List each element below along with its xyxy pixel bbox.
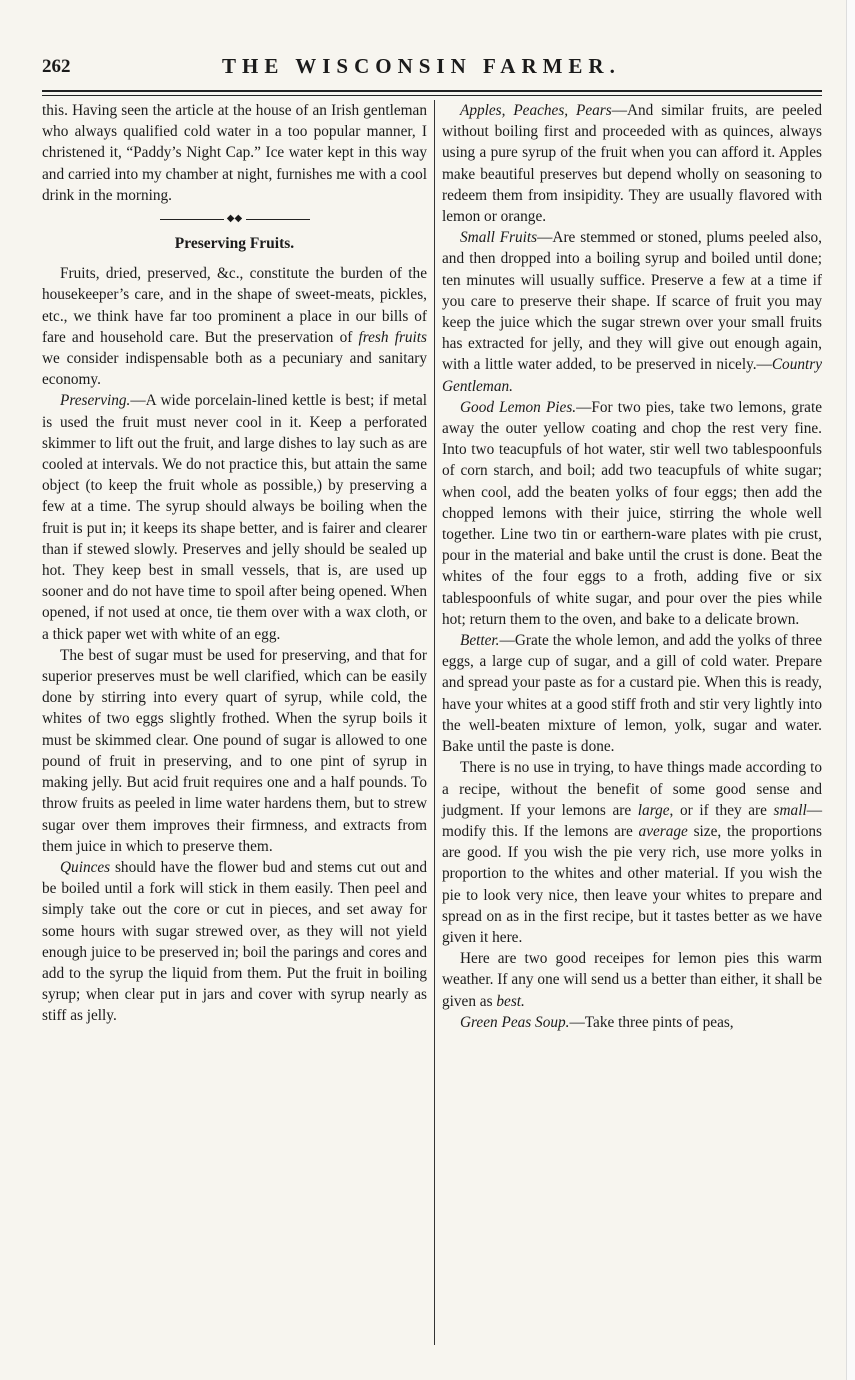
run-in-heading: Apples, Peaches, Pears	[460, 102, 612, 119]
text-run: we consider indispensable both as a pecuniary and sanitary economy.	[42, 350, 427, 389]
paragraph-quinces	[42, 857, 427, 1027]
text-run: —modify this. If the lemons are	[442, 801, 822, 840]
source-credit: Country Gentleman.	[442, 356, 822, 395]
paragraph-small-fruits	[442, 227, 822, 397]
paragraph-advice	[442, 757, 822, 948]
run-in-heading: Small Fruits	[460, 229, 538, 247]
run-in-heading: Good Lemon Pies.	[460, 398, 577, 416]
paragraph-lemon-pies	[442, 397, 822, 630]
header-rule-thick	[42, 90, 822, 92]
italic-best: best.	[496, 992, 525, 1010]
italic-large: large	[637, 801, 670, 819]
text-run: Fruits, dried, preserved, &c., constitute the burden of the housekeeper’s care, and in the shape of sweet-meats, pickles, etc., we think have far too prominent a place in our bills of fare and household care. But the preservation of	[42, 265, 427, 346]
text-run: —For two pies, take two lemons, grate away the outer yellow coating and chop the rest very fine. Into two teacupfuls of hot water, stir well two tablespoonfuls of corn starch, and boil; add two teacupfuls of white sugar; when cool, add the beaten yolks of four eggs; then add the chopped lemons with their juice, stirring the whole well together. Line two tin or earthern-ware plates with pie crust, pour in the material and bake until the crust is done. Beat the whites of the four eggs to a froth, adding five or six tablespoonfuls of white sugar, and pour over the pies while hot; return them to the oven, and bake to a delicate brown.	[442, 398, 822, 628]
text-run: size, the proportions are good. If you wish the pie very rich, use more yolks in proportion to the whites and other material. If you wish the pie to look very nice, then leave your whites to prepare and spread on as in the first recipe, but it tastes better as we have given it here.	[442, 822, 822, 946]
text-run: , or if they are	[669, 801, 774, 819]
text-run: should have the flower bud and stems cut out and be boiled until a fork will stick in them easily. Then peel and simply take out the core or cut in pieces, and set away for some hours with sugar strewed over, as they will not yield enough juice to be preserved in; boil the parings and cores and add to the syrup the liquid from them. Put the fruit in boiling syrup; when clear put in jars and cover with syrup nearly as stiff as jelly.	[42, 858, 427, 1025]
text-run: Here are two good receipes for lemon pies this warm weather. If any one will send us a better than either, it shall be given as	[442, 950, 822, 1010]
text-run: —And similar fruits, are peeled without boiling first and proceeded with as quinces, always using a pure syrup of the fruit when you can afford it. Apples make beautiful preserves but depend wholly on seasoning to redeem them from insipidity. They are usually flavored with lemon or orange.	[442, 102, 822, 226]
page-header	[42, 52, 822, 86]
page-edge	[846, 0, 855, 1380]
header-rule-thin	[42, 95, 822, 96]
paragraph-fruits	[42, 263, 427, 390]
text-run: —A wide porcelain-lined kettle is best; if metal is used the fruit must never cool in it. Keep a perforated skimmer to lift out the fruit, and large dishes to lay such as are cooled at intervals. We do not practice this, but attain the same object (to keep the fruit whole as possible,) by preserving a few at a time. The syrup should always be boiling when the fruit is put in; it keeps its shape better, and is fairer and clearer than if stewed slowly. Preserves and jelly should be sealed up hot. They keep best in small vessels, that is, are used up sooner and do not have time to spoil after being opened. When opened, if not used at once, tie them over with a wax cloth, or a thick paper wet with white of an egg.	[42, 392, 427, 643]
right-column	[442, 100, 822, 1033]
page-number: 262	[42, 56, 71, 77]
text-run: There is no use in trying, to have things made according to a recipe, without the benefit of some good sense and judgment. If your lemons are	[442, 759, 822, 819]
running-title: THE WISCONSIN FARMER.	[222, 54, 621, 78]
text-run: —Are stemmed or stoned, plums peeled also, and then dropped into a boiling syrup and boiled until done; ten minutes will usually suffice. Preserve a few at a time if you care to preserve their shape. If scarce of fruit you may keep the juice which the sugar strewn over your small fruits has extracted for jelly, and they will give out enough again, with a little water added, to be preserved in nicely.—	[442, 229, 822, 374]
run-in-heading: Better.	[460, 632, 500, 650]
run-in-heading: Quinces	[60, 858, 111, 876]
left-column	[42, 100, 427, 1027]
italic-fresh-fruits: fresh fruits	[358, 328, 427, 346]
italic-small: small	[773, 801, 807, 819]
paragraph-receipes	[442, 948, 822, 1012]
paragraph-better	[442, 630, 822, 757]
paragraph-apples	[442, 100, 822, 227]
run-in-heading: Green Peas Soup.	[460, 1013, 570, 1031]
run-in-heading: Preserving.	[60, 392, 131, 410]
italic-average: average	[638, 822, 688, 840]
text-run: —Take three pints of peas,	[569, 1013, 734, 1031]
paragraph-sugar: The best of sugar must be used for preserving, and that for superior preserves must be well clarified, which can be easily done by stirring into every quart of syrup, while cold, the whites of two eggs slightly frothed. When the syrup boils it must be skimmed clear. One pound of sugar is allowed to one pound of fruit in preserving, and to one pint of syrup in making jelly. But acid fruit requires one and a half pounds. To throw fruits as peeled in lime water hardens them, but to strew sugar over them improves their firmness, and extracts from them juice in which to preserve them.	[42, 646, 427, 855]
paragraph-preserving	[42, 390, 427, 644]
section-title: Preserving Fruits.	[174, 235, 295, 253]
column-divider	[434, 100, 435, 1345]
intro-paragraph: this. Having seen the article at the house of an Irish gentleman who always qualified cold water in a too popular manner, I christened it, “Paddy’s Night Cap.” Ice water kept in this way and carried into my chamber at night, furnishes me with a cool drink in the morning.	[42, 102, 427, 204]
diamond-ornament-icon: ◆◆	[224, 214, 246, 224]
section-divider	[160, 212, 310, 226]
paragraph-peas-soup	[442, 1012, 822, 1033]
text-run: —Grate the whole lemon, and add the yolks of three eggs, a large cup of sugar, and a gill of cold water. Prepare and spread your paste as for a custard pie. When this is ready, have your whites at a good stiff froth and stir very lightly into the well-beaten mixture of lemon, yolk, sugar and water. Bake until the paste is done.	[442, 632, 822, 756]
